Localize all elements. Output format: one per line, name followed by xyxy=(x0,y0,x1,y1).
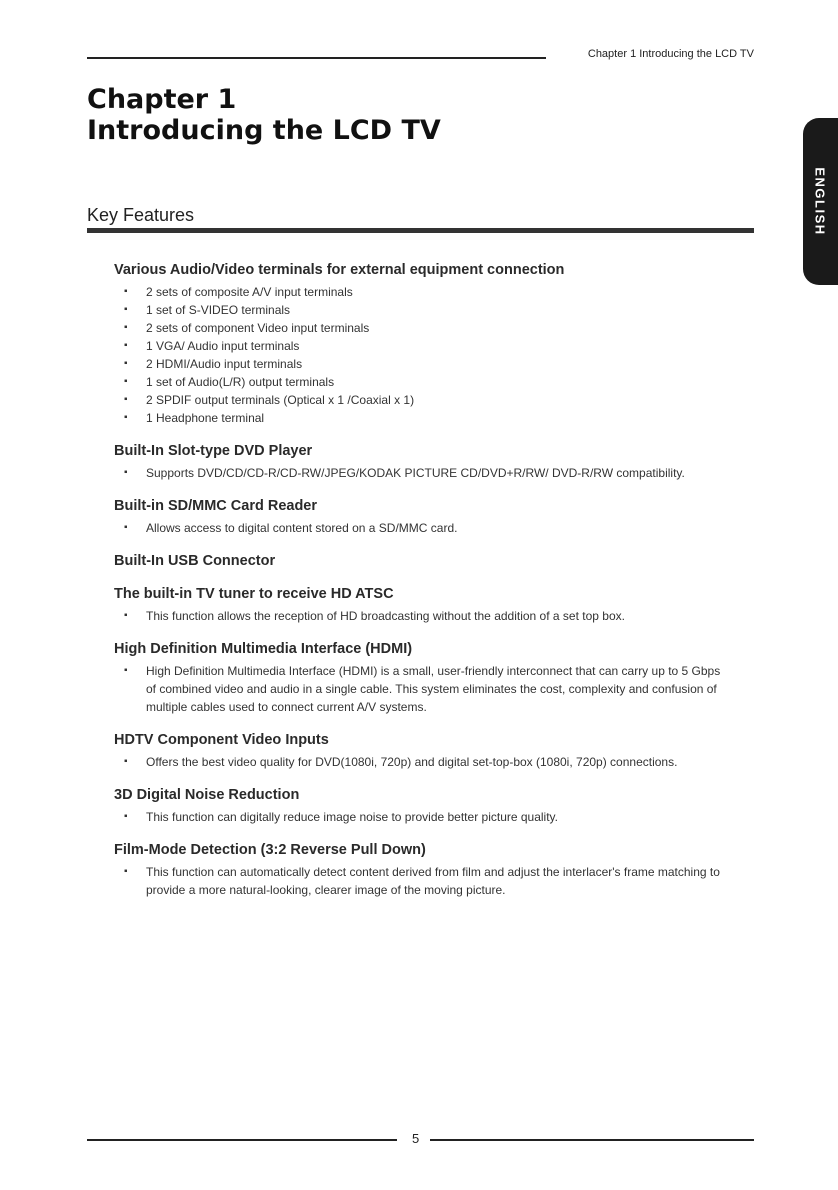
feature-section xyxy=(114,641,724,716)
feature-section xyxy=(114,586,724,625)
feature-bullet: ▪ This function can automatically detect content derived from film and adjust the interlacer's frame matching to provide a more natural-looking, clearer image of the moving picture. xyxy=(114,863,724,899)
feature-bullet: ▪ Allows access to digital content stored on a SD/MMC card. xyxy=(114,519,724,537)
feature-bullet: ▪ 2 SPDIF output terminals (Optical x 1 /Coaxial x 1) xyxy=(114,391,724,409)
feature-heading: Built-In Slot-type DVD Player xyxy=(114,443,313,459)
feature-bullet: ▪ Supports DVD/CD/CD-R/CD-RW/JPEG/KODAK PICTURE CD/DVD+R/RW/ DVD-R/RW compatibility. xyxy=(114,464,724,482)
feature-bullets xyxy=(114,464,724,482)
chapter-title xyxy=(87,84,441,146)
feature-bullet: ▪ Offers the best video quality for DVD(1080i, 720p) and digital set-top-box (1080i, 720p) connections. xyxy=(114,753,724,771)
feature-bullet: ▪ 1 VGA/ Audio input terminals xyxy=(114,337,724,355)
feature-section xyxy=(114,498,724,537)
feature-section xyxy=(114,787,724,826)
feature-bullets xyxy=(114,607,724,625)
footer-rule-right xyxy=(430,1139,754,1141)
feature-bullet: ▪ This function can digitally reduce image noise to provide better picture quality. xyxy=(114,808,724,826)
feature-section xyxy=(114,262,724,427)
feature-heading: Built-in SD/MMC Card Reader xyxy=(114,498,318,514)
feature-heading: The built-in TV tuner to receive HD ATSC xyxy=(114,586,394,602)
running-title: Chapter 1 Introducing the LCD TV xyxy=(587,48,754,60)
feature-heading: High Definition Multimedia Interface (HDMI) xyxy=(114,641,413,657)
feature-bullet: ▪ 1 set of S-VIDEO terminals xyxy=(114,301,724,319)
feature-section xyxy=(114,443,724,482)
page-number: 5 xyxy=(412,1131,420,1146)
feature-heading: Built-In USB Connector xyxy=(114,553,276,569)
feature-section xyxy=(114,732,724,771)
feature-section xyxy=(114,553,724,570)
footer-rule-left xyxy=(87,1139,397,1141)
section-title-rule xyxy=(87,228,754,233)
section-title: Key Features xyxy=(87,205,195,225)
chapter-number: Chapter 1 xyxy=(87,84,237,115)
feature-heading: Film-Mode Detection (3:2 Reverse Pull Down) xyxy=(114,842,426,858)
feature-section xyxy=(114,842,724,899)
feature-heading: Various Audio/Video terminals for external equipment connection xyxy=(114,262,565,278)
feature-bullets xyxy=(114,283,724,427)
language-tab-label: ENGLISH xyxy=(813,167,829,236)
feature-heading: HDTV Component Video Inputs xyxy=(114,732,329,748)
feature-bullets xyxy=(114,863,724,899)
feature-bullet: ▪ High Definition Multimedia Interface (HDMI) is a small, user-friendly interconnect that can carry up to 5 Gbps of combined video and audio in a single cable. This system eliminates the cost, complexity and confusion of multiple cables used to connect current A/V systems. xyxy=(114,662,724,716)
feature-bullet: ▪ This function allows the reception of HD broadcasting without the addition of a set top box. xyxy=(114,607,724,625)
page-footer xyxy=(87,1130,754,1150)
feature-bullet: ▪ 2 sets of composite A/V input terminals xyxy=(114,283,724,301)
feature-bullets xyxy=(114,753,724,771)
feature-heading: 3D Digital Noise Reduction xyxy=(114,787,300,803)
page-header xyxy=(87,46,754,66)
feature-bullets xyxy=(114,519,724,537)
language-tab xyxy=(803,118,838,285)
feature-bullets xyxy=(114,662,724,716)
feature-bullet: ▪ 1 set of Audio(L/R) output terminals xyxy=(114,373,724,391)
feature-bullet: ▪ 2 sets of component Video input terminals xyxy=(114,319,724,337)
feature-bullet: ▪ 2 HDMI/Audio input terminals xyxy=(114,355,724,373)
feature-bullet: ▪ 1 Headphone terminal xyxy=(114,409,724,427)
feature-list xyxy=(114,262,724,915)
chapter-name: Introducing the LCD TV xyxy=(87,115,441,146)
header-rule xyxy=(87,57,546,59)
feature-bullets xyxy=(114,808,724,826)
